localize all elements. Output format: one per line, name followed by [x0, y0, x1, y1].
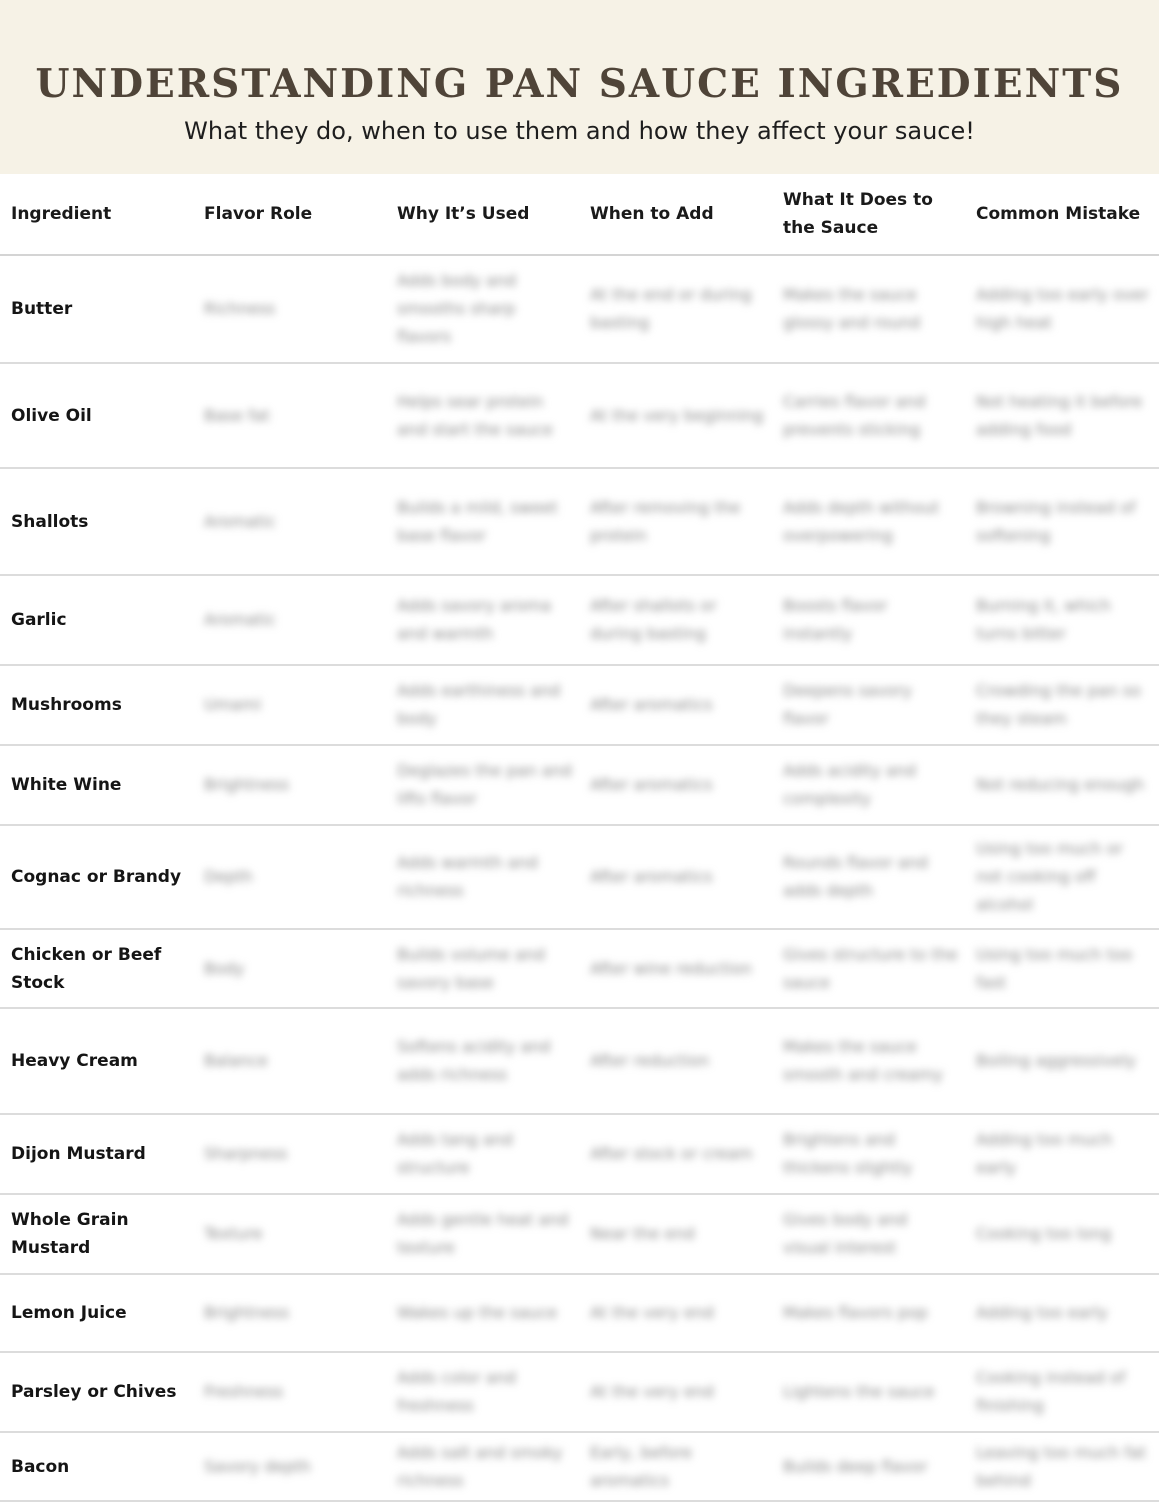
- cell-what-it-does: Gives body and visual interest: [772, 1194, 965, 1274]
- table-row: [0, 1194, 1159, 1274]
- cell-what-it-does: Makes the sauce smooth and creamy: [772, 1008, 965, 1114]
- cell-ingredient: Heavy Cream: [0, 1008, 193, 1114]
- table-row: [0, 255, 1159, 363]
- page-subtitle: What they do, when to use them and how they affect your sauce!: [184, 117, 975, 145]
- cell-common-mistake: Adding too early: [965, 1274, 1159, 1352]
- cell-what-it-does: Builds deep flavor: [772, 1432, 965, 1501]
- cell-flavor-role: Brightness: [193, 745, 386, 825]
- column-header-when-to-add: When to Add: [579, 174, 772, 255]
- cell-why-used: Adds gentle heat and texture: [386, 1194, 579, 1274]
- cell-when-to-add: After aromatics: [579, 665, 772, 745]
- cell-what-it-does: Lightens the sauce: [772, 1352, 965, 1432]
- cell-ingredient: Whole Grain Mustard: [0, 1194, 193, 1274]
- table-row: [0, 929, 1159, 1008]
- cell-common-mistake: Cooking too long: [965, 1194, 1159, 1274]
- cell-what-it-does: Makes the sauce glossy and round: [772, 255, 965, 363]
- cell-ingredient: Cognac or Brandy: [0, 825, 193, 929]
- cell-flavor-role: Richness: [193, 255, 386, 363]
- cell-what-it-does: Adds depth without overpowering: [772, 468, 965, 575]
- cell-when-to-add: After aromatics: [579, 825, 772, 929]
- cell-when-to-add: Early, before aromatics: [579, 1432, 772, 1501]
- cell-common-mistake: Adding too much early: [965, 1114, 1159, 1194]
- cell-when-to-add: After aromatics: [579, 745, 772, 825]
- cell-common-mistake: Browning instead of softening: [965, 468, 1159, 575]
- cell-when-to-add: At the very beginning: [579, 363, 772, 468]
- cell-common-mistake: Leaving too much fat behind: [965, 1432, 1159, 1501]
- cell-why-used: Helps sear protein and start the sauce: [386, 363, 579, 468]
- cell-flavor-role: Brightness: [193, 1274, 386, 1352]
- cell-when-to-add: After removing the protein: [579, 468, 772, 575]
- cell-common-mistake: Burning it, which turns bitter: [965, 575, 1159, 665]
- cell-ingredient: Chicken or Beef Stock: [0, 929, 193, 1008]
- cell-why-used: Builds volume and savory base: [386, 929, 579, 1008]
- cell-what-it-does: Deepens savory flavor: [772, 665, 965, 745]
- cell-what-it-does: Gives structure to the sauce: [772, 929, 965, 1008]
- cell-why-used: Adds tang and structure: [386, 1114, 579, 1194]
- cell-why-used: Deglazes the pan and lifts flavor: [386, 745, 579, 825]
- cell-when-to-add: After wine reduction: [579, 929, 772, 1008]
- cell-what-it-does: Carries flavor and prevents sticking: [772, 363, 965, 468]
- cell-common-mistake: Boiling aggressively: [965, 1008, 1159, 1114]
- cell-flavor-role: Aromatic: [193, 468, 386, 575]
- table-row: [0, 1008, 1159, 1114]
- cell-common-mistake: Not heating it before adding food: [965, 363, 1159, 468]
- cell-ingredient: Bacon: [0, 1432, 193, 1501]
- cell-ingredient: Garlic: [0, 575, 193, 665]
- cell-flavor-role: Balance: [193, 1008, 386, 1114]
- cell-common-mistake: Crowding the pan so they steam: [965, 665, 1159, 745]
- table-row: [0, 1432, 1159, 1501]
- cell-flavor-role: Texture: [193, 1194, 386, 1274]
- cell-when-to-add: After reduction: [579, 1008, 772, 1114]
- cell-when-to-add: At the very end: [579, 1352, 772, 1432]
- cell-when-to-add: At the end or during basting: [579, 255, 772, 363]
- column-header-common-mistake: Common Mistake: [965, 174, 1159, 255]
- ingredients-table: [0, 174, 1159, 1502]
- cell-common-mistake: Adding too early over high heat: [965, 255, 1159, 363]
- table-row: [0, 825, 1159, 929]
- cell-what-it-does: Brightens and thickens slightly: [772, 1114, 965, 1194]
- cell-what-it-does: Boosts flavor instantly: [772, 575, 965, 665]
- cell-why-used: Adds earthiness and body: [386, 665, 579, 745]
- cell-flavor-role: Body: [193, 929, 386, 1008]
- table-body: [0, 255, 1159, 1501]
- cell-why-used: Wakes up the sauce: [386, 1274, 579, 1352]
- cell-flavor-role: Aromatic: [193, 575, 386, 665]
- cell-common-mistake: Not reducing enough: [965, 745, 1159, 825]
- cell-why-used: Adds salt and smoky richness: [386, 1432, 579, 1501]
- table-row: [0, 575, 1159, 665]
- table-row: [0, 745, 1159, 825]
- page-title: UNDERSTANDING PAN SAUCE INGREDIENTS: [35, 61, 1124, 107]
- cell-what-it-does: Rounds flavor and adds depth: [772, 825, 965, 929]
- cell-flavor-role: Depth: [193, 825, 386, 929]
- cell-ingredient: Olive Oil: [0, 363, 193, 468]
- cell-common-mistake: Using too much too fast: [965, 929, 1159, 1008]
- cell-ingredient: White Wine: [0, 745, 193, 825]
- cell-why-used: Adds color and freshness: [386, 1352, 579, 1432]
- table-row: [0, 468, 1159, 575]
- cell-when-to-add: After stock or cream: [579, 1114, 772, 1194]
- column-header-flavor-role: Flavor Role: [193, 174, 386, 255]
- table-row: [0, 1274, 1159, 1352]
- cell-ingredient: Parsley or Chives: [0, 1352, 193, 1432]
- column-header-ingredient: Ingredient: [0, 174, 193, 255]
- table-row: [0, 665, 1159, 745]
- cell-flavor-role: Savory depth: [193, 1432, 386, 1501]
- cell-ingredient: Mushrooms: [0, 665, 193, 745]
- cell-ingredient: Butter: [0, 255, 193, 363]
- cell-common-mistake: Cooking instead of finishing: [965, 1352, 1159, 1432]
- cell-when-to-add: At the very end: [579, 1274, 772, 1352]
- cell-flavor-role: Umami: [193, 665, 386, 745]
- table-header-row: [0, 174, 1159, 255]
- column-header-what-it-does: What It Does to the Sauce: [772, 174, 965, 255]
- column-header-why-used: Why It’s Used: [386, 174, 579, 255]
- cell-when-to-add: After shallots or during basting: [579, 575, 772, 665]
- cell-why-used: Softens acidity and adds richness: [386, 1008, 579, 1114]
- cell-flavor-role: Base fat: [193, 363, 386, 468]
- cell-when-to-add: Near the end: [579, 1194, 772, 1274]
- cell-why-used: Adds body and smooths sharp flavors: [386, 255, 579, 363]
- cell-why-used: Adds savory aroma and warmth: [386, 575, 579, 665]
- cell-flavor-role: Sharpness: [193, 1114, 386, 1194]
- cell-common-mistake: Using too much or not cooking off alcohol: [965, 825, 1159, 929]
- table-row: [0, 1114, 1159, 1194]
- cell-ingredient: Dijon Mustard: [0, 1114, 193, 1194]
- table-row: [0, 1352, 1159, 1432]
- cell-what-it-does: Makes flavors pop: [772, 1274, 965, 1352]
- cell-ingredient: Lemon Juice: [0, 1274, 193, 1352]
- page-header: [0, 0, 1159, 174]
- cell-what-it-does: Adds acidity and complexity: [772, 745, 965, 825]
- cell-ingredient: Shallots: [0, 468, 193, 575]
- cell-flavor-role: Freshness: [193, 1352, 386, 1432]
- table-row: [0, 363, 1159, 468]
- cell-why-used: Adds warmth and richness: [386, 825, 579, 929]
- cell-why-used: Builds a mild, sweet base flavor: [386, 468, 579, 575]
